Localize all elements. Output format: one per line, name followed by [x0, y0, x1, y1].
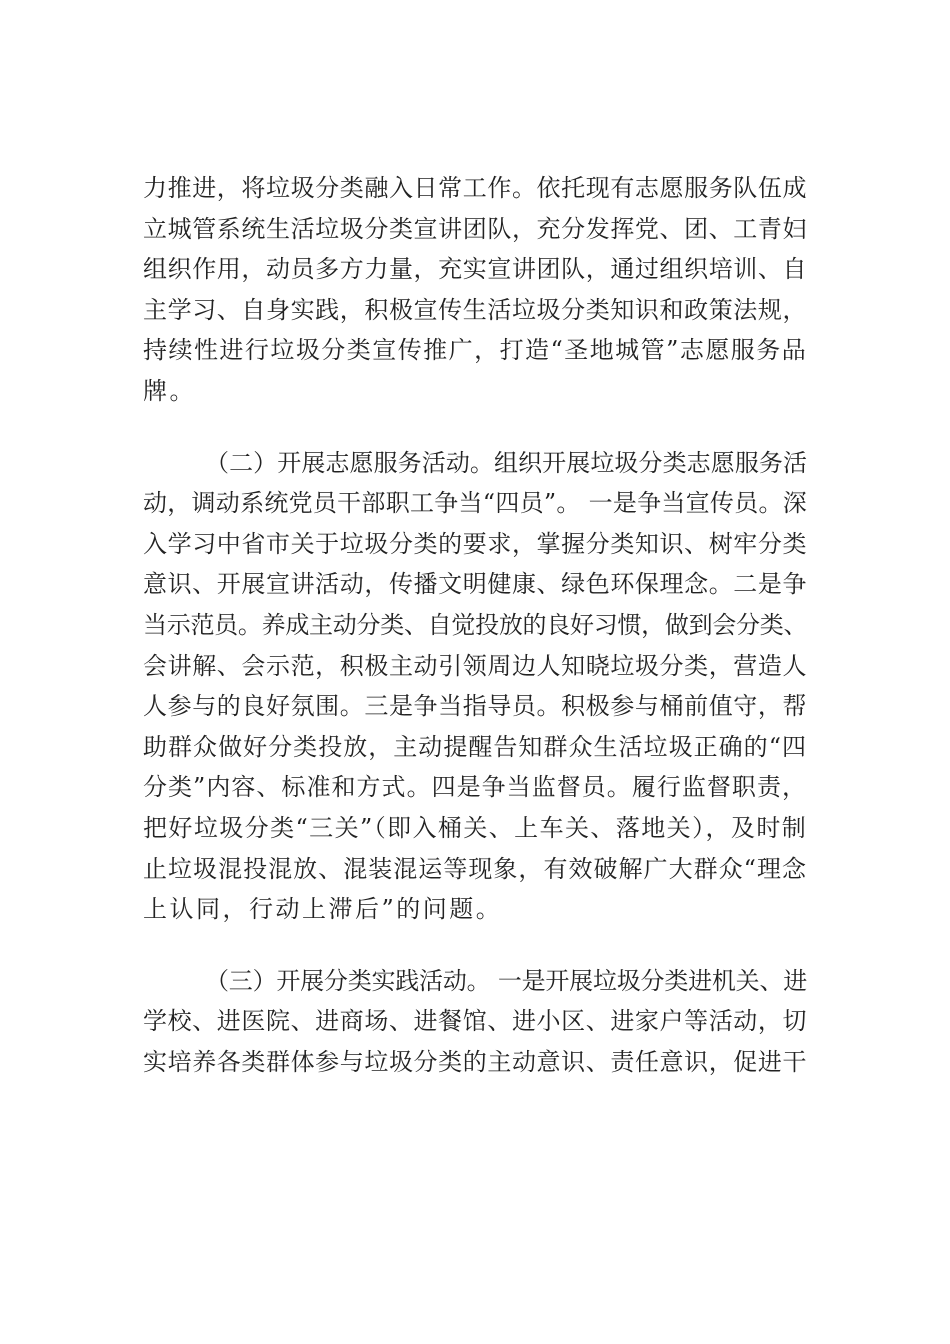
paragraph-2 [143, 443, 807, 930]
text-line: 入学习中省市关于垃圾分类的要求，掌握分类知识、树牢分类 [143, 529, 807, 558]
paragraph-1 [143, 168, 807, 412]
text-line: 当示范员。养成主动分类、自觉投放的良好习惯，做到会分类、 [143, 610, 807, 639]
text-line: 牌。 [143, 376, 196, 405]
text-line: 把好垃圾分类“三关”（即入桶关、上车关、落地关），及时制 [143, 813, 807, 842]
text-line: 主学习、自身实践，积极宣传生活垃圾分类知识和政策法规， [143, 295, 807, 324]
text-line: 组织作用，动员多方力量，充实宣讲团队，通过组织培训、自 [143, 255, 807, 284]
text-line: 实培养各类群体参与垃圾分类的主动意识、责任意识，促进干 [143, 1047, 807, 1076]
text-line: 止垃圾混投混放、混装混运等现象，有效破解广大群众“理念 [143, 854, 807, 883]
text-line: 力推进，将垃圾分类融入日常工作。依托现有志愿服务队伍成 [143, 174, 807, 202]
text-line: 上认同，行动上滞后”的问题。 [143, 895, 503, 924]
text-line: 立城管系统生活垃圾分类宣讲团队，充分发挥党、团、工青妇 [143, 214, 807, 243]
text-line: 会讲解、会示范，积极主动引领周边人知晓垃圾分类，营造人 [143, 651, 807, 680]
text-line: 动，调动系统党员干部职工争当“四员”。 一是争当宣传员。深 [143, 489, 807, 518]
text-line: 意识、开展宣讲活动，传播文明健康、绿色环保理念。二是争 [143, 570, 807, 599]
text-line: 持续性进行垃圾分类宣传推广，打造“圣地城管”志愿服务品 [143, 336, 807, 365]
text-line: 人参与的良好氛围。三是争当指导员。积极参与桶前值守，帮 [143, 692, 807, 721]
text-line: （三）开展分类实践活动。 一是开展垃圾分类进机关、进 [205, 966, 807, 995]
document-body [143, 168, 807, 1082]
paragraph-3 [143, 961, 807, 1083]
text-line: （二）开展志愿服务活动。组织开展垃圾分类志愿服务活 [205, 448, 807, 477]
text-line: 助群众做好分类投放，主动提醒告知群众生活垃圾正确的“四 [143, 732, 807, 761]
text-line: 分类”内容、标准和方式。四是争当监督员。履行监督职责， [143, 773, 807, 802]
text-line: 学校、进医院、进商场、进餐馆、进小区、进家户等活动，切 [143, 1007, 807, 1036]
